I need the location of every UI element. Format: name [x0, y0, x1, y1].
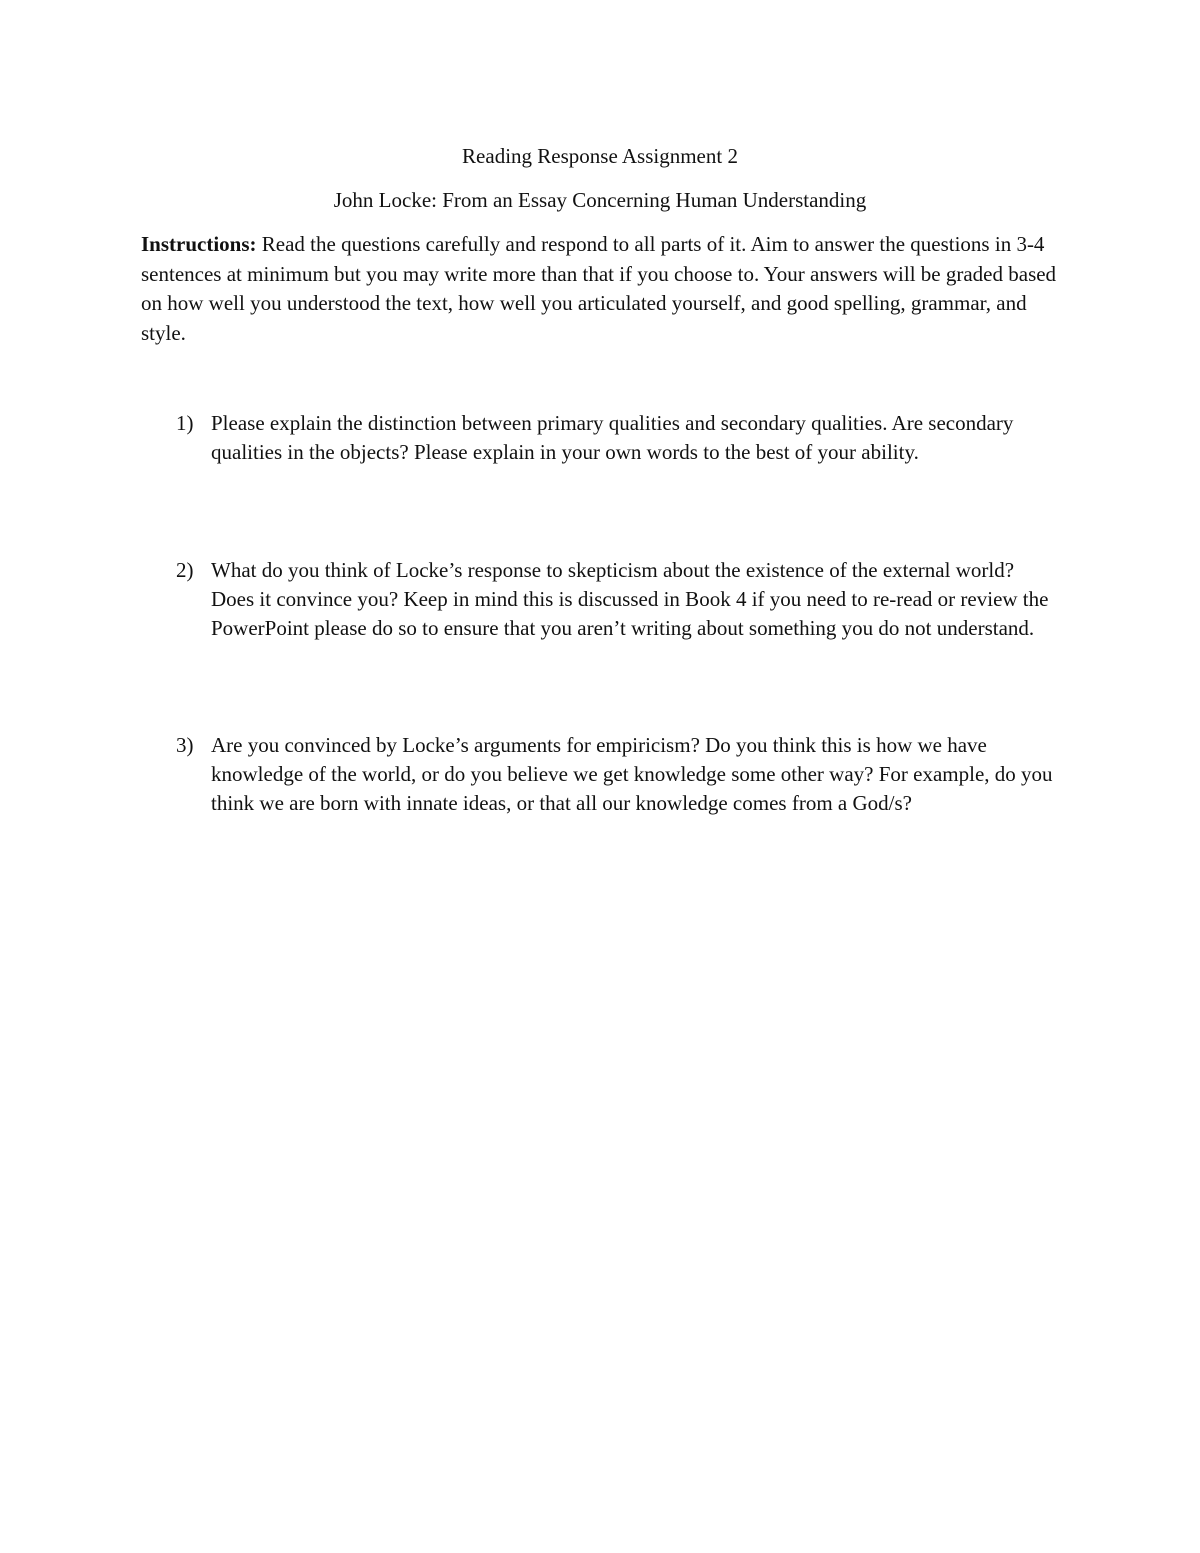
instructions-text: Read the questions carefully and respond to all parts of it. Aim to answer the questions in 3-4 sentences at minimum but you may write more than that if you choose to. Your answers will be graded based on how well you understood the text, how well you articulated yourself, and good spelling, grammar, and style.	[141, 232, 1057, 345]
question-text: Please explain the distinction between primary qualities and secondary qualities. Are secondary qualities in the objects? Please explain in your own words to the best of your ability.	[211, 411, 1014, 465]
document-subtitle: John Locke: From an Essay Concerning Human Understanding	[333, 188, 867, 212]
question-item	[176, 409, 1056, 467]
question-number: 3)	[176, 733, 194, 757]
question-item	[176, 556, 1056, 644]
question-number: 2)	[176, 558, 194, 582]
document-title: Reading Response Assignment 2	[462, 144, 738, 168]
question-text: What do you think of Locke’s response to skepticism about the existence of the external world? Does it convince you? Keep in mind this is discussed in Book 4 if you need to re-read or review the PowerPoint please do so to ensure that you aren’t writing about something you do not understand.	[211, 558, 1049, 641]
question-item	[176, 731, 1056, 819]
instructions-paragraph	[141, 230, 1061, 348]
question-text: Are you convinced by Locke’s arguments for empiricism? Do you think this is how we have knowledge of the world, or do you believe we get knowledge some other way? For example, do you think we are born with innate ideas, or that all our knowledge comes from a God/s?	[211, 733, 1053, 816]
question-number: 1)	[176, 411, 194, 435]
instructions-label: Instructions:	[141, 232, 257, 256]
